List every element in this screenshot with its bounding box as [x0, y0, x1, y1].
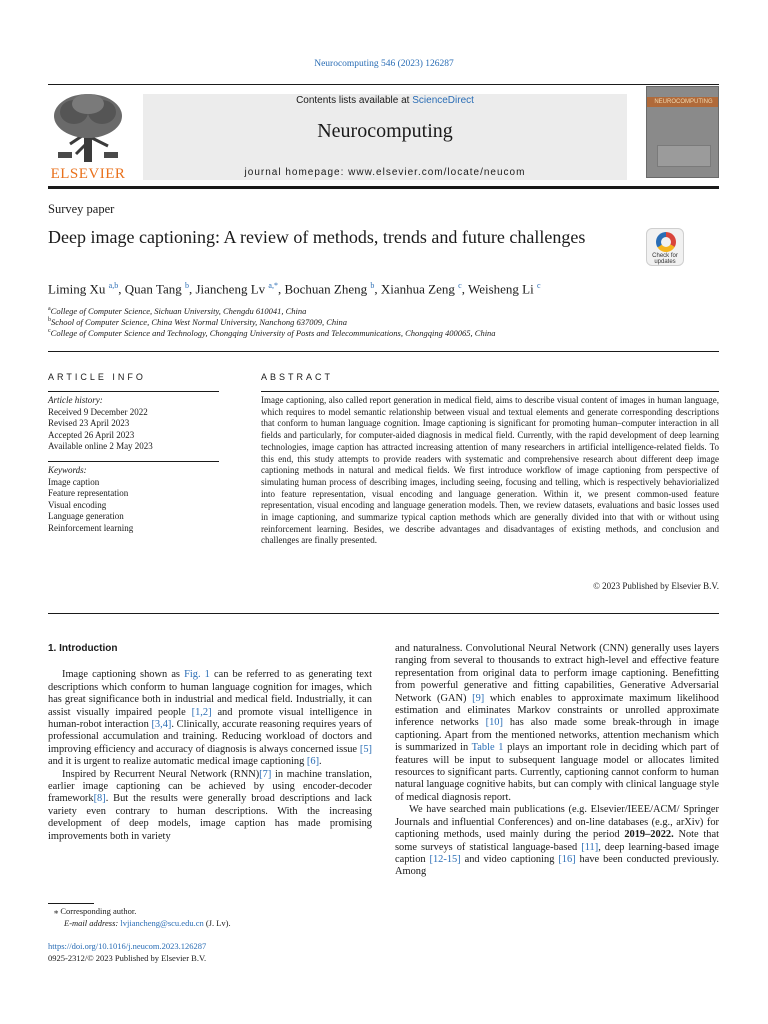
body-column-left [48, 643, 372, 843]
affiliation-text: College of Computer Science, Sichuan University, Chengdu 610041, China [50, 306, 307, 316]
citation-link[interactable]: [7] [259, 768, 272, 780]
history-label: Article history: [48, 395, 103, 405]
author-affiliation-mark[interactable]: b [184, 281, 189, 290]
email-label: E-mail address: [64, 918, 121, 928]
sciencedirect-link[interactable]: ScienceDirect [412, 95, 474, 106]
online-date: Available online 2 May 2023 [48, 441, 153, 451]
text-run: We have searched main publications (e.g. Elsevier/IEEE/ACM/ Springer Journals and influential Conferences) and on-line databases (e.g., arXiv) for captioning methods, used mainly during the period [395, 804, 719, 841]
author[interactable]: Bochuan Zheng [284, 281, 368, 297]
author[interactable]: Jiancheng Lv [195, 281, 266, 297]
crossmark-icon [656, 232, 676, 252]
affiliation [48, 306, 728, 316]
text-run: and naturalness. Convolutional Neural Network (CNN) generally uses layers ranging from several to thousands to extract high-level and effective feature representation from original data to perform image captioning. Benefitting from powerful generative and fitting capabilities, Generative Adversarial Network (GAN) [395, 643, 719, 704]
corresponding-author-note: ⁎ Corresponding author. [54, 906, 137, 916]
body-column-right [395, 643, 719, 879]
keyword: Reinforcement learning [48, 522, 134, 533]
abstract-text: Image captioning, also called report generation in medical field, aims to describe visual content of images in human language, which requires to model semantic relationship between visual and textual elements and generate corresponding descriptions that conform to human language cognition. Image captioning is significant for promoting human–computer interaction in all fields and particularly, for computer-aided diagnosis in medical field. Currently, with the rapid development of deep learning technologies, image caption has attracted increasing attention of many researchers in artificial intelligence-related fields. To this end, this study attempts to provide readers with systematic and comprehensive research about different deep image captioning methods in natural and medical fields. We first introduce workflow of image captioning from perspective of simulating human process of describing images, including seeing, focusing and telling, which is respectively behaviorialized into feature representation, visual encoding and language generation. Within it, we present common-used feature representation, visual encoding and language generation models. Then, we review datasets, evaluations and basic losses used in image captioning, and summarize typical caption methods which are generally divided into that with or without using reinforcement learning. Besides, we describe advantages and disadvantages of existing methods, and conclusion and challenges are finally presented. [261, 395, 719, 546]
author-affiliation-mark[interactable]: a,* [268, 281, 278, 290]
text-run: . Clinically, accurate reasoning requires years of professional accumulation and training. Reducing workload of doctors and improving efficiency and accuracy of diagnosis is always concerned issue [48, 719, 372, 755]
keyword: Language generation [48, 511, 124, 521]
abstract-copyright: © 2023 Published by Elsevier B.V. [593, 581, 719, 591]
doi-link[interactable]: https://doi.org/10.1016/j.neucom.2023.126287 [48, 941, 207, 951]
citation-link[interactable]: [6] [306, 756, 320, 768]
article-title: Deep image captioning: A review of methods, trends and future challenges [48, 227, 586, 247]
text-run: and video captioning [460, 853, 559, 865]
text-run: can be referred to as generating text descriptions which conform to human language cognition for images, which has great significance both in industrial and medical field. Industrially, it can assist visually impaired people [48, 669, 372, 718]
affiliation [48, 317, 728, 327]
author[interactable]: Xianhua Zeng [380, 281, 455, 297]
period-emphasis: 2019–2022. [624, 829, 674, 841]
abstract-rule [261, 391, 719, 392]
author-affiliation-mark[interactable]: c [536, 281, 541, 290]
paragraph [395, 643, 719, 804]
title-block-rule [48, 351, 719, 352]
citation-link[interactable]: [9] [472, 692, 485, 704]
author-list: Liming Xu $^{a,b}$, Quan Tang $^b$, Jiancheng Lv $^{a,*}$, Bochuan Zheng $^b$, Xianhua Zeng $^c$, Weisheng Li $^c$ [48, 281, 541, 297]
revised-date: Revised 23 April 2023 [48, 418, 130, 428]
journal-homepage[interactable]: journal homepage: www.elsevier.com/locate/neucom [244, 167, 526, 178]
text-run: Image captioning shown as [62, 669, 185, 681]
author[interactable]: Liming Xu [48, 281, 106, 297]
masthead-top-rule [48, 84, 719, 85]
citation-link[interactable]: [16] [558, 853, 576, 865]
affiliation-mark: c [48, 328, 51, 335]
section-title: 1. Introduction [48, 643, 118, 654]
text-run: has also made some break-through in image captioning. Apart from the mentioned networks, attention mechanism which is summarized in [395, 717, 719, 754]
elsevier-wordmark[interactable]: ELSEVIER [50, 166, 126, 182]
affiliation-text: College of Computer Science and Technology, Chongqing University of Posts and Telecommunications, Chongqing 400065, China [50, 328, 496, 338]
abstract-heading: ABSTRACT [261, 372, 334, 382]
text-run: and promote visual intelligence in human-robot interaction [48, 706, 373, 731]
affiliation-mark: a [48, 306, 51, 313]
journal-name: Neurocomputing [317, 120, 453, 142]
text-run: in machine translation, earlier image captioning can be achieved by using encoder-decoder framework [48, 768, 372, 805]
affiliation-text: School of Computer Science, China West Normal University, Nanchong 637009, China [51, 317, 347, 327]
received-date: Received 9 December 2022 [48, 406, 148, 417]
text-run: which enables to approximate maximum likelihood estimation and eliminates Markov constraints or unrolled approximate inference networks [395, 692, 719, 729]
journal-citation-link[interactable]: Neurocomputing 546 (2023) 126287 [314, 59, 454, 69]
abstract-bottom-rule [48, 613, 719, 614]
author-affiliation-mark[interactable]: a,b [108, 281, 119, 290]
footnote-rule [48, 903, 94, 904]
cover-title: NEUROCOMPUTING [654, 99, 713, 105]
text-run: have been conducted previously. Among [395, 853, 720, 878]
text-run: and it is urgent to realize automatic medical image captioning [48, 756, 307, 768]
check-for-updates-badge[interactable] [646, 228, 684, 266]
masthead-bottom-rule [48, 186, 719, 189]
author-affiliation-mark[interactable]: b [370, 281, 375, 290]
paragraph [48, 769, 372, 843]
issn-line: 0925-2312/© 2023 Published by Elsevier B.V. [48, 953, 207, 963]
citation-link[interactable]: [8] [93, 793, 106, 805]
email-suffix: (J. Lv). [203, 918, 231, 928]
email-link[interactable]: lvjiancheng@scu.edu.cn [120, 918, 204, 928]
paragraph [48, 669, 372, 768]
citation-link[interactable]: [1,2] [191, 706, 212, 718]
text-run: Note that some surveys of statistical language-based [395, 829, 720, 853]
article-info-rule [48, 391, 219, 392]
article-type: Survey paper [48, 202, 115, 216]
check-updates-label: Check for updates [652, 253, 678, 265]
email-note [48, 918, 384, 929]
contents-prefix: Contents lists available at [296, 95, 413, 106]
keyword: Image caption [48, 476, 100, 487]
article-info-heading: ARTICLE INFO [48, 372, 146, 382]
author[interactable]: Quan Tang [124, 281, 182, 297]
table-ref-link[interactable]: Table 1 [471, 742, 504, 754]
author[interactable]: Weisheng Li [467, 281, 534, 297]
citation-link[interactable]: [5] [359, 743, 372, 755]
text-run: . [319, 756, 322, 768]
keywords-block [48, 465, 219, 534]
text-run: Inspired by Recurrent Neural Network (RNN) [62, 768, 260, 780]
citation-link[interactable]: [12-15] [429, 853, 461, 865]
citation-link[interactable]: [10] [485, 717, 503, 729]
contents-line [143, 95, 627, 106]
figure-ref-link[interactable]: Fig. 1 [184, 669, 210, 681]
text-run: plays an important role in deciding which part of features will be input to subsequent language model or allocates limited resources to significant parts. Currently, captioning cannot conform to human natural language cognitive habits, but can comply with clinical language style of medical diagnosis report. [395, 742, 719, 803]
keyword: Visual encoding [48, 499, 107, 510]
paragraph [395, 804, 719, 878]
affiliation [48, 328, 728, 338]
article-history [48, 395, 219, 453]
keyword: Feature representation [48, 488, 129, 498]
text-run: . But the results were generally broad descriptions and lack variety even contrary to human descriptions. With the increasing development of deep models, image caption has made promising improvements both in variety [48, 793, 372, 842]
keywords-rule [48, 461, 219, 462]
citation-link[interactable]: [3,4] [151, 719, 172, 731]
keywords-label: Keywords: [48, 465, 87, 475]
accepted-date: Accepted 26 April 2023 [48, 429, 135, 440]
cover-art [657, 145, 711, 167]
author-affiliation-mark[interactable]: c [458, 281, 462, 290]
text-run: , deep learning-based image caption [395, 841, 719, 865]
affiliation-mark: b [48, 317, 51, 324]
journal-cover-thumbnail[interactable] [646, 86, 719, 178]
citation-link[interactable]: [11] [581, 841, 599, 853]
